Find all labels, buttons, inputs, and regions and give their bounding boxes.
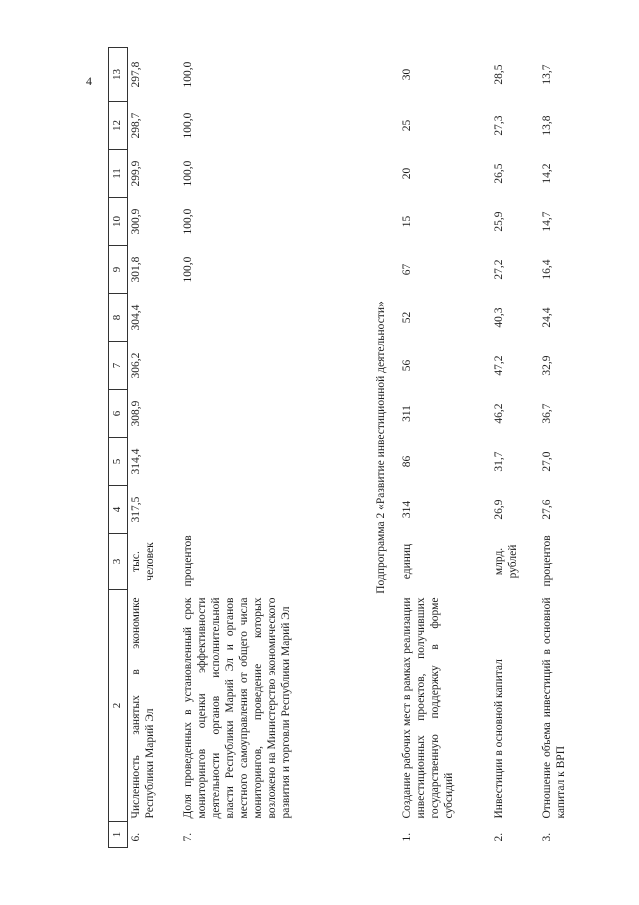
row-number: 7.	[181, 832, 194, 842]
unit-cell: тыс. человек	[130, 542, 157, 581]
table-row	[180, 48, 356, 848]
header-cell: 11	[109, 150, 128, 198]
indicator-name: Численность занятых в экономике Республики Марий Эл	[130, 597, 157, 819]
indicator-name: Инвестиции в основной капитал	[492, 659, 505, 819]
header-cell: 2	[109, 590, 128, 822]
row-number: 2.	[492, 832, 505, 842]
header-cell: 8	[109, 294, 128, 342]
subprogram-row	[356, 48, 399, 848]
value-cell: 100,0	[181, 112, 194, 139]
table-row	[128, 48, 180, 848]
row-number: 1.	[400, 832, 413, 842]
value-cell: 28,5	[492, 64, 505, 85]
value-cell: 27,6	[540, 499, 553, 520]
value-cell: 100,0	[181, 208, 194, 235]
subprogram-title: Подпрограмма 2 «Развитие инвестиционной деятельности»	[375, 301, 388, 594]
value-cell: 314	[400, 500, 413, 519]
table-row	[399, 48, 491, 848]
header-cell: 4	[109, 486, 128, 534]
header-cell: 5	[109, 438, 128, 486]
header-cell: 9	[109, 246, 128, 294]
value-cell: 15	[400, 215, 413, 228]
value-cell: 27,3	[492, 115, 505, 136]
value-cell: 308,9	[130, 400, 142, 427]
value-cell: 298,7	[130, 112, 142, 139]
value-cell	[180, 342, 356, 390]
value-cell: 100,0	[181, 256, 194, 283]
value-cell: 86	[400, 455, 413, 468]
value-cell: 13,7	[540, 64, 553, 85]
value-cell: 20	[400, 167, 413, 180]
value-cell	[180, 438, 356, 486]
value-cell: 56	[400, 359, 413, 372]
indicator-name: Доля проведенных в установленный срок мониторингов оценки эффективности деятельности органов исполнительной власти Республики Марий Эл и органов местного самоуправления от общего числа мониторингов, проведение которых возложено на Министерство экономического развития и торговли Республики Марий Эл	[181, 597, 292, 819]
value-cell: 36,7	[540, 403, 553, 424]
value-cell: 14,2	[540, 163, 553, 184]
value-cell: 32,9	[540, 355, 553, 376]
value-cell: 31,7	[492, 451, 505, 472]
unit-cell: млрд. рублей	[492, 544, 519, 579]
table-row	[539, 48, 579, 848]
table-row	[491, 48, 539, 848]
rotated-table-wrapper	[108, 48, 639, 848]
header-cell: 10	[109, 198, 128, 246]
unit-cell: процентов	[181, 535, 194, 587]
value-cell: 52	[400, 311, 413, 324]
header-cell: 3	[109, 534, 128, 590]
value-cell: 306,2	[130, 352, 142, 379]
header-cell: 1	[109, 822, 128, 848]
header-cell: 7	[109, 342, 128, 390]
value-cell: 14,7	[540, 211, 553, 232]
value-cell: 26,9	[492, 499, 505, 520]
value-cell: 299,9	[130, 160, 142, 187]
value-cell: 314,4	[130, 448, 142, 475]
unit-cell: единиц	[400, 543, 413, 580]
value-cell: 317,5	[130, 496, 142, 523]
unit-cell: процентов	[540, 535, 553, 587]
indicator-name: Создание рабочих мест в рамках реализации инвестиционных проектов, получивших государственную поддержку в форме субсидий	[400, 597, 455, 819]
header-cell: 13	[109, 48, 128, 102]
value-cell: 100,0	[181, 160, 194, 187]
value-cell: 16,4	[540, 259, 553, 280]
value-cell: 304,4	[130, 304, 142, 331]
value-cell: 46,2	[492, 403, 505, 424]
value-cell	[180, 390, 356, 438]
value-cell: 13,8	[540, 115, 553, 136]
value-cell: 47,2	[492, 355, 505, 376]
value-cell	[180, 486, 356, 534]
header-cell: 6	[109, 390, 128, 438]
value-cell: 297,8	[130, 61, 142, 88]
value-cell: 30	[400, 68, 413, 81]
header-cell: 12	[109, 102, 128, 150]
indicators-table	[108, 47, 579, 848]
page-number: 4	[86, 74, 92, 88]
table-header-row	[109, 48, 128, 848]
value-cell: 100,0	[181, 61, 194, 88]
value-cell: 300,9	[130, 208, 142, 235]
value-cell: 67	[400, 263, 413, 276]
value-cell: 27,0	[540, 451, 553, 472]
value-cell: 25,9	[492, 211, 505, 232]
value-cell: 301,8	[130, 256, 142, 283]
value-cell: 27,2	[492, 259, 505, 280]
indicator-name: Отношение объема инвестиций в основной капитал к ВРП	[540, 597, 567, 819]
value-cell: 26,5	[492, 163, 505, 184]
row-number: 6.	[130, 832, 142, 842]
value-cell: 311	[400, 405, 413, 422]
value-cell: 24,4	[540, 307, 553, 328]
row-number: 3.	[540, 832, 553, 842]
value-cell	[180, 294, 356, 342]
value-cell: 40,3	[492, 307, 505, 328]
value-cell: 25	[400, 119, 413, 132]
